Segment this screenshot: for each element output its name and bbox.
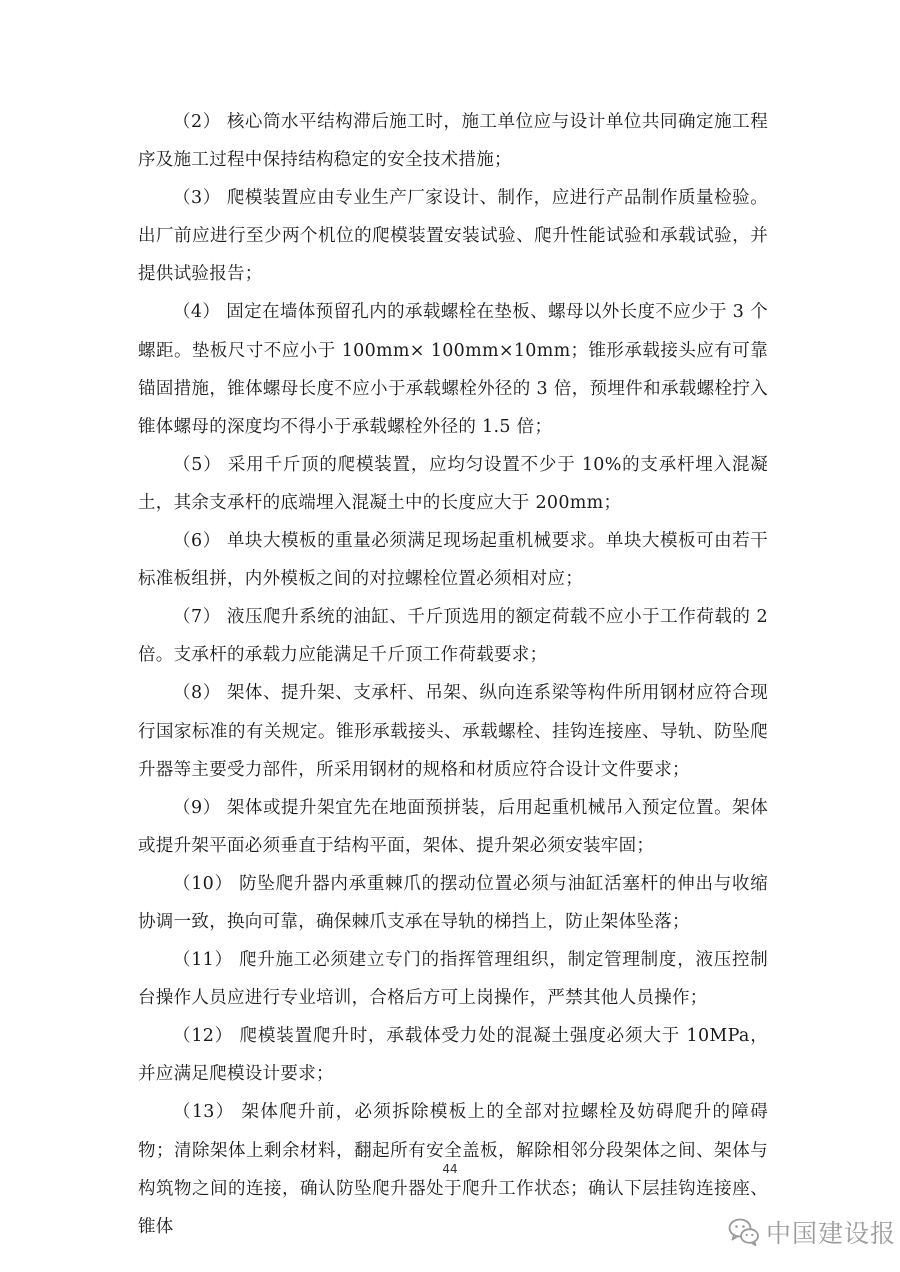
paragraph-13: （13） 架体爬升前，必须拆除模板上的全部对拉螺栓及妨碍爬升的障碍物；清除架体上剩余材料，翻起所有安全盖板，解除相邻分段架体之间、架体与构筑物之间的连接，确认防坠爬升器处于爬升工作状态；确认下层挂钩连接座、锥体 xyxy=(138,1102,768,1237)
paragraph-7: （7） 液压爬升系统的油缸、千斤顶选用的额定荷载不应小于工作荷载的 2 倍。支承杆的承载力应能满足千斤顶工作荷载要求； xyxy=(138,607,768,666)
paragraph-11: （11） 爬升施工必须建立专门的指挥管理组织，制定管理制度，液压控制台操作人员应进行专业培训，合格后方可上岗操作，严禁其他人员操作； xyxy=(138,950,768,1009)
paragraph-2: （2） 核心筒水平结构滞后施工时，施工单位应与设计单位共同确定施工程序及施工过程中保持结构稳定的安全技术措施； xyxy=(138,112,768,171)
paragraph-4: （4） 固定在墙体预留孔内的承载螺栓在垫板、螺母以外长度不应少于 3 个螺距。垫板尺寸不应小于 100mm× 100mm×10mm；锥形承载接头应有可靠锚固措施，锥体螺母长度不应小于承载螺栓外径的 3 倍，预埋件和承载螺栓拧入锥体螺母的深度均不得小于承载螺栓外径的 1.5 倍； xyxy=(138,302,768,437)
paragraph-12: （12） 爬模装置爬升时，承载体受力处的混凝土强度必须大于 10MPa，并应满足爬模设计要求； xyxy=(138,1026,768,1085)
document-body xyxy=(138,103,768,1246)
paragraph-3: （3） 爬模装置应由专业生产厂家设计、制作，应进行产品制作质量检验。出厂前应进行至少两个机位的爬模装置安装试验、爬升性能试验和承载试验，并提供试验报告； xyxy=(138,188,768,285)
paragraph-6: （6） 单块大模板的重量必须满足现场起重机械要求。单块大模板可由若干标准板组拼，内外模板之间的对拉螺栓位置必须相对应； xyxy=(138,531,768,590)
paragraph-9: （9） 架体或提升架宜先在地面预拼装，后用起重机械吊入预定位置。架体或提升架平面必须垂直于结构平面，架体、提升架必须安装牢固； xyxy=(138,797,768,856)
watermark xyxy=(728,1212,896,1252)
paragraph-8: （8） 架体、提升架、支承杆、吊架、纵向连系梁等构件所用钢材应符合现行国家标准的有关规定。锥形承载接头、承载螺栓、挂钩连接座、导轨、防坠爬升器等主要受力部件，所采用钢材的规格和材质应符合设计文件要求； xyxy=(138,683,768,780)
paragraph-5: （5） 采用千斤顶的爬模装置，应均匀设置不少于 10%的支承杆埋入混凝土，其余支承杆的底端埋入混凝土中的长度应大于 200mm； xyxy=(138,454,768,513)
page-number: 44 xyxy=(442,1162,458,1176)
watermark-text: 中国建设报 xyxy=(766,1219,897,1248)
wechat-icon xyxy=(728,1217,760,1247)
paragraph-10: （10） 防坠爬升器内承重棘爪的摆动位置必须与油缸活塞杆的伸出与收缩协调一致，换向可靠，确保棘爪支承在导轨的梯挡上，防止架体坠落； xyxy=(138,873,768,932)
